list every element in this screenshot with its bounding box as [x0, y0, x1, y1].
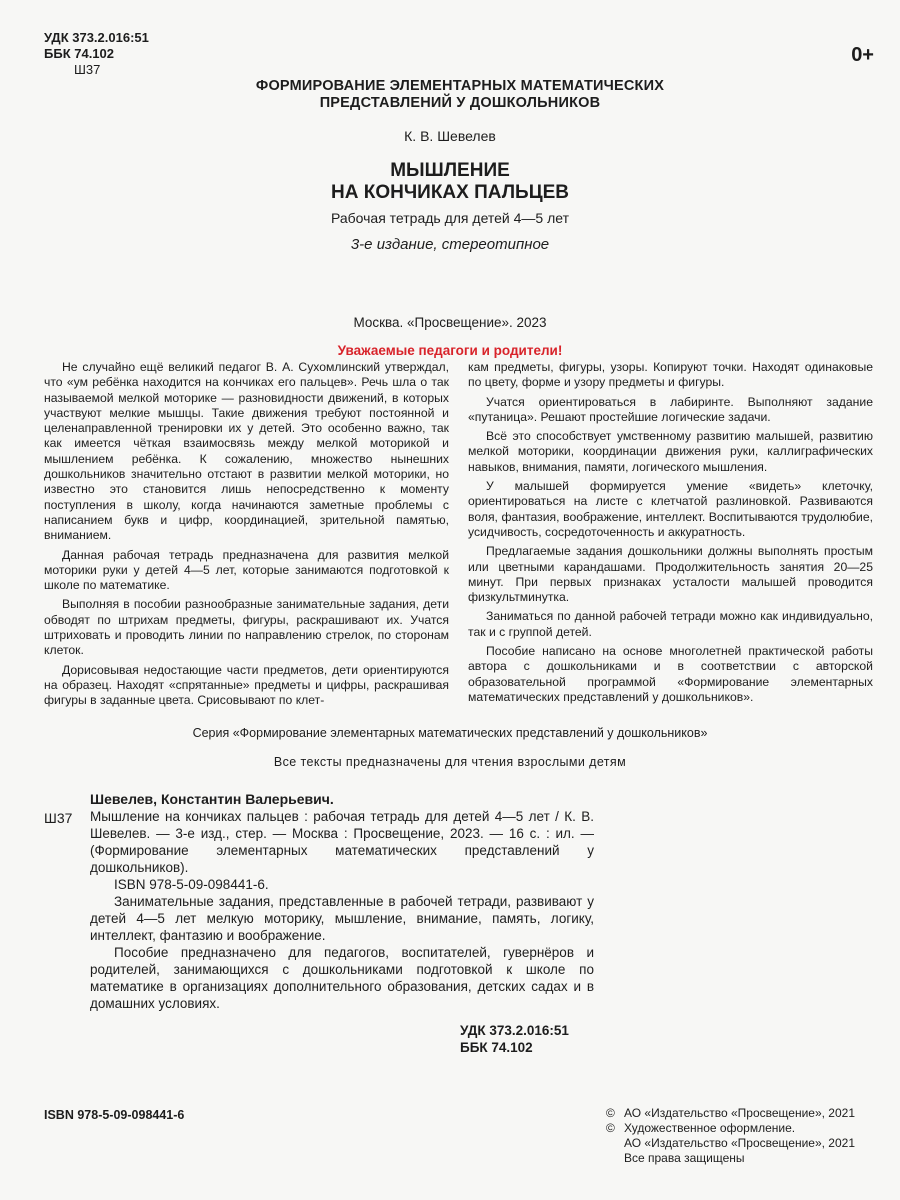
- title-line1: МЫШЛЕНИЕ: [390, 160, 510, 181]
- series-heading-line1: ФОРМИРОВАНИЕ ЭЛЕМЕНТАРНЫХ МАТЕМАТИЧЕСКИХ: [255, 78, 665, 94]
- paragraph: кам предметы, фигуры, узоры. Копируют точки. Находят одинаковые по цвету, форме и узору предметы и фигуры.: [468, 360, 873, 390]
- bbk-code: ББК 74.102: [44, 46, 114, 61]
- bib-isbn: ISBN 978-5-09-098441-6.: [114, 877, 269, 892]
- paragraph: Учатся ориентироваться в лабиринте. Выполняют задание «путаница». Решают простейшие логические задачи.: [468, 394, 873, 424]
- book-subtitle: Рабочая тетрадь для детей 4—5 лет: [330, 210, 570, 226]
- book-edition: 3-е издание, стереотипное: [350, 236, 550, 253]
- paragraph: Выполняя в пособии разнообразные занимательные задания, дети обводят по штрихам предметы, фигуры, раскрашивают их. Учатся штриховать и проводить линии по направлению стрелок, по сторонам клеток.: [44, 597, 449, 658]
- bib-entry: Мышление на кончиках пальцев : рабочая тетрадь для детей 4—5 лет / К. В. Шевелев. — 3-е изд., стер. — Москва : Просвещение, 2023. — 16 с. : ил. — (Формирование элементарных математических представлений у дошкольников).: [90, 809, 594, 875]
- paragraph: Не случайно ещё великий педагог В. А. Сухомлинский утверждал, что «ум ребёнка находится на кончиках его пальцев». Речь шла о так называемой мелкой моторике — разновидности движений, в которых участвуют мелкие мышцы. Такие движения требуют постоянной и целенаправленной тренировки их у детей. Это особенно важно, так как имеется чёткая взаимосвязь между мелкой моторикой и мышлением ребёнка. К сожалению, множество нынешних дошкольников значительно отстают в развитии мелкой моторики, но известно это становится лишь непосредственно к моменту поступления в школу, когда начинаются заметные проблемы с написанием букв и цифр, координацией, зрительной памятью, вниманием.: [44, 360, 449, 543]
- preface-left-column: [44, 360, 449, 713]
- classification-codes: [44, 30, 149, 78]
- bib-bbk: ББК 74.102: [460, 1040, 533, 1055]
- bib-annotation: Занимательные задания, представленные в рабочей тетради, развивают у детей 4—5 лет мелкую моторику, мышление, внимание, память, логику, интеллект, фантазию и воображение.: [90, 894, 594, 943]
- paragraph: Предлагаемые задания дошкольники должны выполнять простым или цветными карандашами. Продолжительность занятия 20—25 минут. При первых признаках усталости малышей проводится физкультминутка.: [468, 544, 873, 605]
- series-note: Серия «Формирование элементарных математических представлений у дошкольников»: [192, 726, 708, 740]
- bib-classification: [460, 1022, 569, 1056]
- paragraph: Пособие написано на основе многолетней практической работы автора с дошкольниками и в соответствии с авторской образовательной программой «Формирование элементарных математических представлений у дошкольников».: [468, 644, 873, 704]
- paragraph: У малышей формируется умение «видеть» клеточку, ориентироваться на листе с клетчатой разлиновкой. Развиваются воля, фантазия, воображение, интеллект. Воспитываются трудолюбие, усидчивость, сосредоточенность и аккуратность.: [468, 479, 873, 539]
- book-title: [0, 160, 900, 204]
- series-heading-line2: ПРЕДСТАВЛЕНИЙ У ДОШКОЛЬНИКОВ: [319, 95, 601, 111]
- bib-author: Шевелев, Константин Валерьевич.: [90, 791, 334, 807]
- paragraph: Дорисовывая недостающие части предметов, дети ориентируются на образец. Находят «спрятанные» предметы и цифры, раскрашивая фигуры в заданные цвета. Срисовывают по клет-: [44, 662, 449, 708]
- age-rating: 0+: [851, 44, 874, 66]
- series-heading: [200, 78, 720, 112]
- book-author: К. В. Шевелев: [404, 128, 496, 144]
- copyright-symbol: ©: [606, 1106, 615, 1120]
- title-line2: НА КОНЧИКАХ ПАЛЬЦЕВ: [331, 182, 569, 203]
- copyright-symbol: ©: [606, 1121, 615, 1135]
- bib-author-mark: Ш37: [44, 810, 73, 826]
- udk-code: УДК 373.2.016:51: [44, 30, 149, 45]
- publication-place: Москва. «Просвещение». 2023: [353, 315, 547, 330]
- bibliographic-record: [90, 808, 594, 1012]
- paragraph: Всё это способствует умственному развитию малышей, развитию мелкой моторики, координации движения руки, каллиграфических навыков, внимания, памяти, логического мышления.: [468, 429, 873, 474]
- copyright-line: Художественное оформление.: [624, 1121, 796, 1135]
- preface-heading: Уважаемые педагоги и родители!: [337, 343, 563, 358]
- paragraph: Заниматься по данной рабочей тетради можно как индивидуально, так и с группой детей.: [468, 609, 873, 639]
- paragraph: Данная рабочая тетрадь предназначена для развития мелкой моторики руки у детей 4—5 лет, которые занимаются подготовкой к школе по математике.: [44, 547, 449, 593]
- bib-udk: УДК 373.2.016:51: [460, 1023, 569, 1038]
- copyright-block: [606, 1106, 886, 1166]
- rights-reserved: Все права защищены: [624, 1151, 745, 1165]
- copyright-line: АО «Издательство «Просвещение», 2021: [624, 1136, 856, 1150]
- bib-annotation: Пособие предназначено для педагогов, воспитателей, гувернёров и родителей, занимающихся с дошкольниками подготовкой к школе по математике в организациях дополнительного образования, детских садах и в домашних условиях.: [90, 945, 594, 1011]
- preface-right-column: [468, 360, 873, 709]
- author-mark: Ш37: [74, 62, 101, 77]
- copyright-line: АО «Издательство «Просвещение», 2021: [624, 1106, 856, 1120]
- adult-reading-note: Все тексты предназначены для чтения взрослыми детям: [273, 755, 627, 769]
- isbn: ISBN 978-5-09-098441-6: [44, 1108, 185, 1122]
